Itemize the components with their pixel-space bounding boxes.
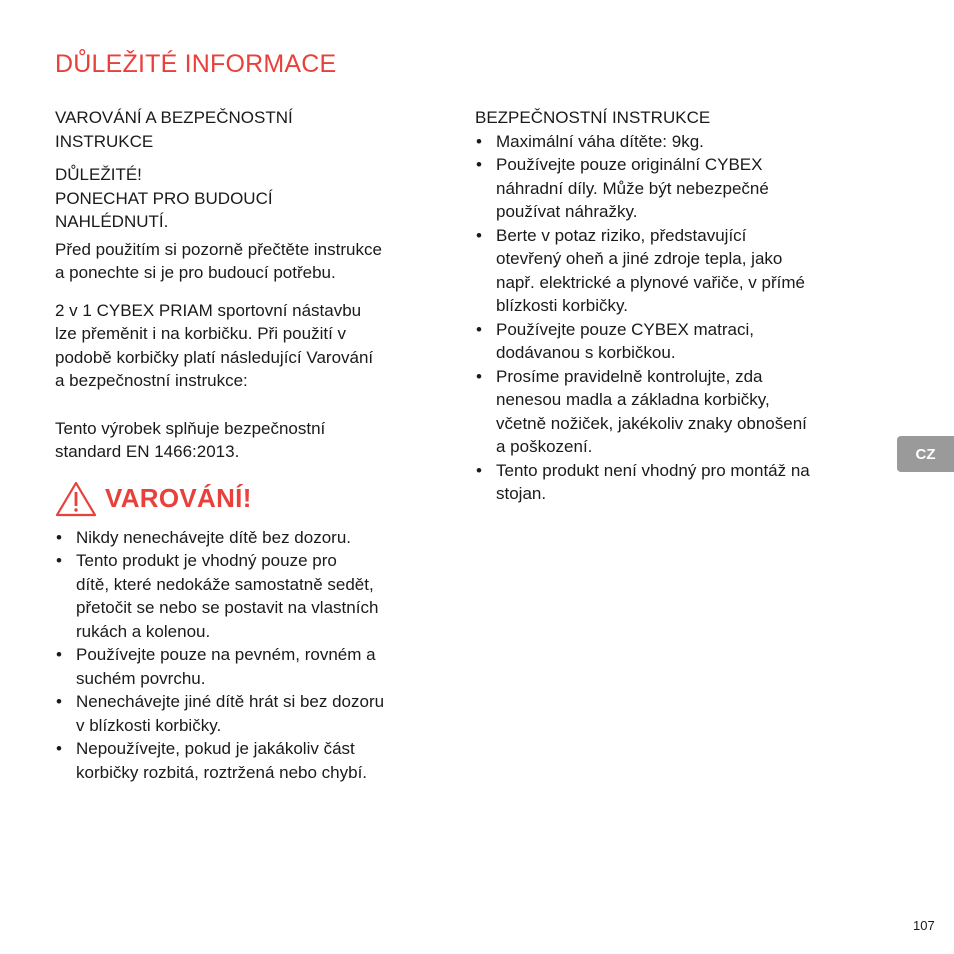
product-note: 2 v 1 CYBEX PRIAM sportovní nástavbu lze přeměnit i na korbičku. Při použití v podobě korbičky platí následující Varování a bezpečnostní instrukce: <box>55 300 374 390</box>
safety-instructions-heading: BEZPEČNOSTNÍ INSTRUKCE <box>475 108 711 127</box>
warnings-safety-heading: VAROVÁNÍ A BEZPEČNOSTNÍ INSTRUKCE <box>55 108 293 151</box>
list-item: • Nenechávejte jiné dítě hrát si bez dozoru v blízkosti korbičky. <box>55 690 445 737</box>
important-keep-heading: DŮLEŽITÉ! PONECHAT PRO BUDOUCÍ NAHLÉDNUTÍ. <box>55 165 273 231</box>
language-tab: CZ <box>897 436 954 472</box>
left-column <box>55 106 445 784</box>
list-item: • Tento produkt je vhodný pouze pro dítě, které nedokáže samostatně sedět, přetočit se nebo se postavit na vlastních rukách a kolenou. <box>55 549 445 643</box>
page-number: 107 <box>913 918 935 933</box>
safety-list <box>475 130 865 506</box>
list-item: • Berte v potaz riziko, představující otevřený oheň a jiné zdroje tepla, jako např. elektrické a plynové vařiče, v přímé blízkosti korbičky. <box>475 224 865 318</box>
list-item: • Nikdy nenechávejte dítě bez dozoru. <box>55 526 445 550</box>
warning-header <box>55 480 445 518</box>
warnings-list <box>55 526 445 785</box>
page-title: DŮLEŽITÉ INFORMACE <box>55 50 337 78</box>
list-item: • Maximální váha dítěte: 9kg. <box>475 130 865 154</box>
list-item: • Používejte pouze CYBEX matraci, dodávanou s korbičkou. <box>475 318 865 365</box>
list-item: • Používejte pouze originální CYBEX náhradní díly. Může být nebezpečné používat náhražky. <box>475 153 865 224</box>
warning-triangle-icon <box>55 481 97 517</box>
right-column <box>475 106 865 506</box>
warning-title: VAROVÁNÍ! <box>105 482 252 513</box>
standard-note: Tento výrobek splňuje bezpečnostní standard EN 1466:2013. <box>55 418 326 461</box>
intro-text: Před použitím si pozorně přečtěte instrukce a ponechte si je pro budoucí potřebu. <box>55 239 382 282</box>
list-item: • Prosíme pravidelně kontrolujte, zda nenesou madla a základna korbičky, včetně nožiček, jakékoliv znaky obnošení a poškození. <box>475 365 865 459</box>
list-item: • Používejte pouze na pevném, rovném a suchém povrchu. <box>55 643 445 690</box>
list-item: • Tento produkt není vhodný pro montáž na stojan. <box>475 459 865 506</box>
list-item: • Nepoužívejte, pokud je jakákoliv část korbičky rozbitá, roztržená nebo chybí. <box>55 737 445 784</box>
